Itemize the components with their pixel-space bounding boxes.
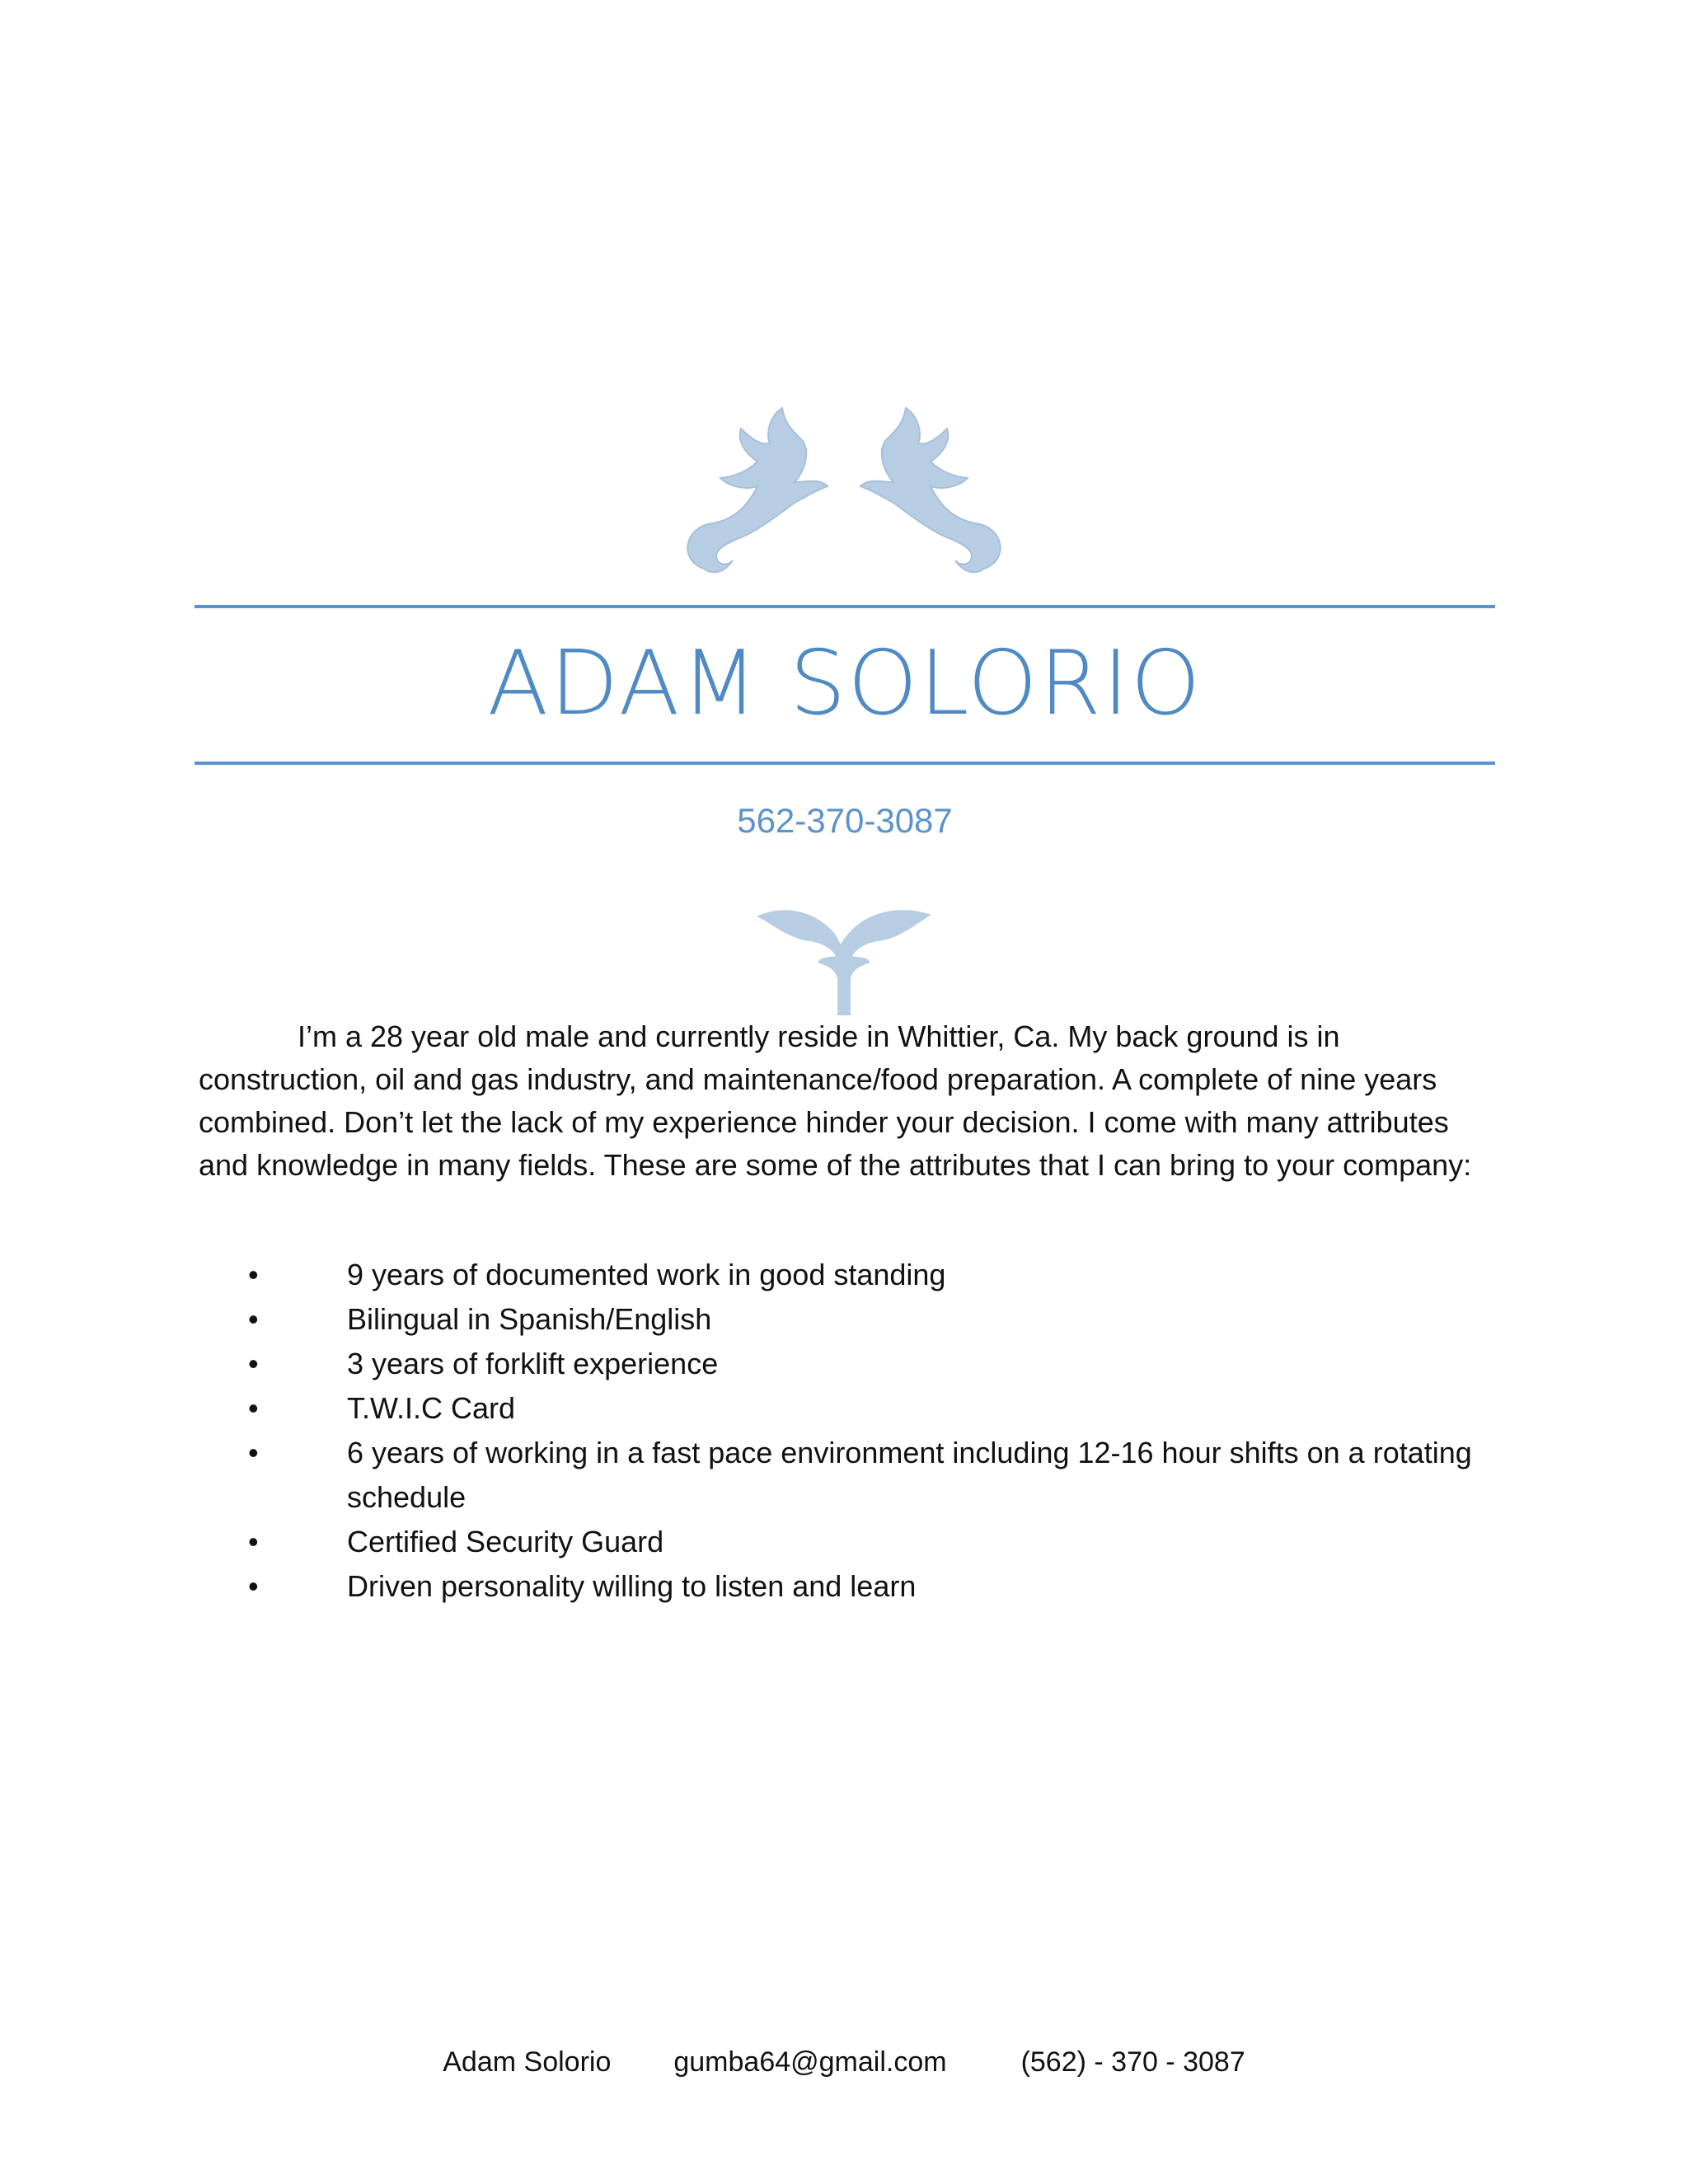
- bullet-icon: •: [248, 1569, 259, 1603]
- list-item: [199, 1253, 1501, 1297]
- list-item: [199, 1564, 1501, 1609]
- contact-footer: [0, 2042, 1688, 2082]
- attribute-text: T.W.I.C Card: [347, 1391, 516, 1425]
- attribute-text: 9 years of documented work in good standing: [347, 1258, 946, 1291]
- summary-paragraph: I’m a 28 year old male and currently reside in Whittier, Ca. My back ground is in construction, oil and gas industry, and maintenance/food preparation. A complete of nine years combined. Don’t let the lack of my experience hinder your decision. I come with many attributes and knowledge in many fields. These are some of the attributes that I can bring to your company:: [199, 1019, 1472, 1182]
- attribute-text: 3 years of forklift experience: [347, 1347, 719, 1380]
- applicant-name: ADAM SOLORIO: [487, 632, 1203, 735]
- attribute-text: Driven personality willing to listen and learn: [347, 1569, 917, 1603]
- list-item: [199, 1297, 1501, 1342]
- attributes-list: [199, 1253, 1501, 1609]
- list-item: [199, 1431, 1501, 1520]
- list-item: [199, 1520, 1501, 1564]
- header-divider-bottom: [195, 762, 1495, 765]
- bullet-icon: •: [248, 1525, 259, 1558]
- footer-name: Adam Solorio: [443, 2046, 612, 2078]
- list-item: [199, 1342, 1501, 1386]
- bullet-icon: •: [248, 1302, 259, 1336]
- bullet-icon: •: [248, 1436, 259, 1469]
- footer-email: gumba64@gmail.com: [673, 2046, 947, 2078]
- attribute-text: Certified Security Guard: [347, 1525, 664, 1558]
- summary-paragraph-block: [199, 1015, 1501, 1187]
- footer-phone: (562) - 370 - 3087: [1020, 2046, 1245, 2078]
- list-item: [199, 1386, 1501, 1431]
- attribute-text: Bilingual in Spanish/English: [347, 1302, 712, 1336]
- attribute-text: 6 years of working in a fast pace environment including 12-16 hour shifts on a rotating schedule: [347, 1436, 1472, 1514]
- header-divider-top: [195, 605, 1495, 608]
- header-phone: 562-370-3087: [737, 801, 953, 840]
- leaf-flourish-ornament-icon: [755, 905, 933, 1017]
- bullet-icon: •: [248, 1347, 259, 1380]
- bullet-icon: •: [248, 1258, 259, 1291]
- bullet-icon: •: [248, 1391, 259, 1425]
- floral-scroll-ornament-icon: [679, 404, 1009, 585]
